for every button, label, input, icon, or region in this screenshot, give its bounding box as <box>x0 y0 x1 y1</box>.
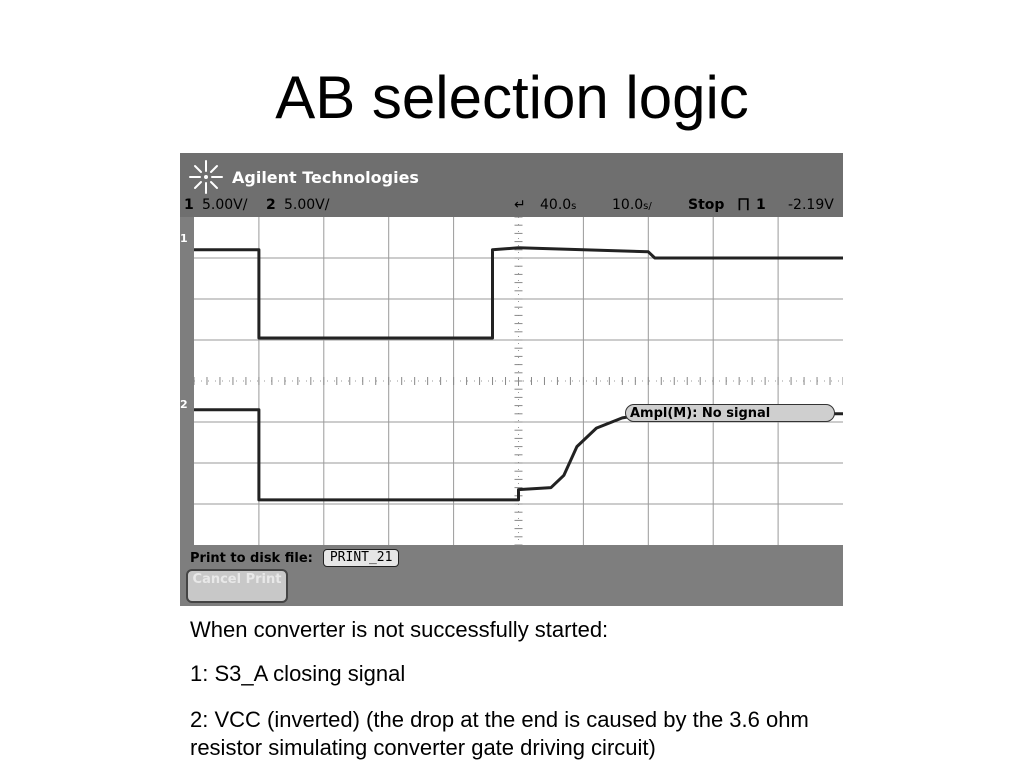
waveform-display <box>194 217 843 545</box>
note-line-2: 1: S3_A closing signal <box>190 661 406 686</box>
scope-header <box>180 153 843 217</box>
scope-status-line <box>184 197 839 215</box>
print-filename-field[interactable]: PRINT_21 <box>323 549 400 567</box>
brand <box>186 157 419 197</box>
note-line-3: 2: VCC (inverted) (the drop at the end is caused by the 3.6 ohm resistor simulating converter gate driving circuit) <box>190 707 809 760</box>
slide-title: AB selection logic <box>275 64 749 131</box>
run-state: Stop <box>688 197 725 213</box>
trace-channel-1 <box>194 248 843 338</box>
ch1-scale: 5.00V/ <box>202 197 248 213</box>
agilent-logo-icon <box>186 157 226 197</box>
note-line-1: When converter is not successfully started: <box>190 617 609 642</box>
ch2-number: 2 <box>266 197 276 213</box>
ch1-number: 1 <box>184 197 194 213</box>
waveform-plot <box>194 217 843 545</box>
oscilloscope-screenshot <box>180 153 843 606</box>
time-ref-icon: ↵ <box>514 197 526 213</box>
ch2-scale: 5.00V/ <box>284 197 330 213</box>
measurement-popup: Ampl(M): No signal <box>625 404 835 422</box>
trigger-edge-icon: ⨅ <box>738 197 750 213</box>
trigger-level: -2.19V <box>788 197 834 213</box>
print-row <box>190 548 399 568</box>
time-per-div: 10.0s/ <box>612 197 652 213</box>
cancel-print-button[interactable]: Cancel Print <box>186 569 288 603</box>
print-label: Print to disk file: <box>190 550 313 566</box>
brand-name: Agilent Technologies <box>232 167 419 187</box>
ch1-ground-marker: 1 <box>180 232 188 245</box>
ch2-ground-marker: 2 <box>180 398 188 411</box>
time-position: 40.0s <box>540 197 577 213</box>
trigger-channel: 1 <box>756 197 766 213</box>
